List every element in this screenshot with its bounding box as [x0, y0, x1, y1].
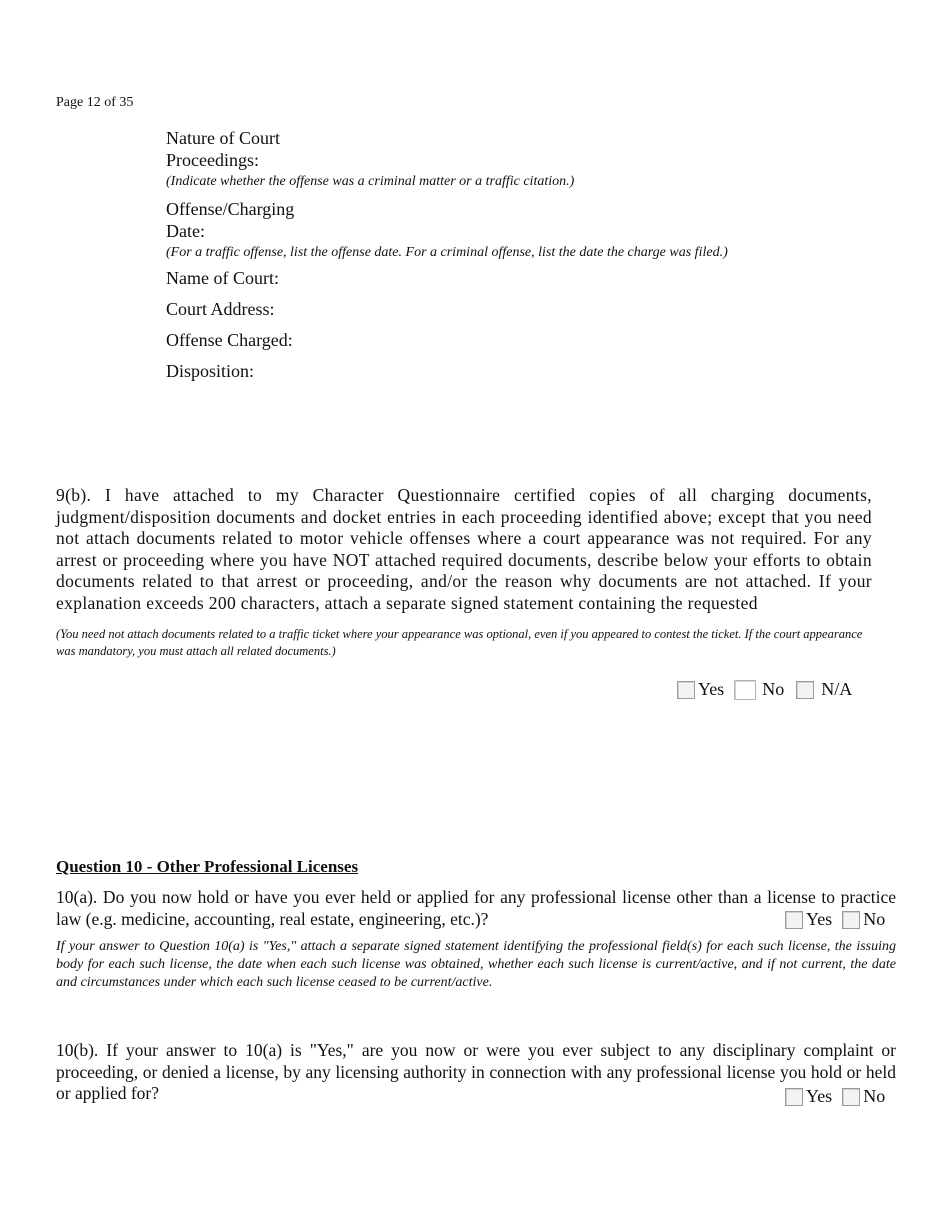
question-10a-text: 10(a). Do you now hold or have you ever held or applied for any professional license other than a license to practice law (e.g. medicine, accounting, real estate, engineering, etc.)? — [56, 887, 896, 929]
question-10b-text: 10(b). If your answer to 10(a) is "Yes," are you now or were you ever subject to any disciplinary complaint or proceeding, or denied a license, by any licensing authority in connection with any professional license you hold or held or applied for? — [56, 1040, 896, 1103]
court-address-label: Court Address: — [166, 299, 275, 319]
q9b-yes-checkbox[interactable] — [677, 681, 695, 699]
question-10a-options — [785, 909, 885, 930]
q9b-no-checkbox[interactable] — [734, 680, 756, 700]
q9b-na-checkbox[interactable] — [796, 681, 814, 699]
offense-date-label-line2: Date: — [166, 221, 205, 241]
q10b-yes-label: Yes — [806, 1086, 833, 1106]
q10a-no-checkbox[interactable] — [842, 911, 860, 929]
q10b-no-checkbox[interactable] — [842, 1088, 860, 1106]
q10b-yes-checkbox[interactable] — [785, 1088, 803, 1106]
nature-of-court-label — [166, 127, 280, 171]
question-10a-note: If your answer to Question 10(a) is "Yes," attach a separate signed statement identifying the professional field(s) for each such license, the issuing body for each such license, the date when each such license was obtained, whether each such license is current/active, and if not current, the date and circumstances under which each such license ceased to be current/active. — [56, 939, 896, 990]
q10b-no-label: No — [863, 1086, 886, 1106]
nature-label-line2: Proceedings: — [166, 150, 259, 170]
question-9b-options — [677, 679, 862, 700]
question-9b-note: (You need not attach documents related to a traffic ticket where your appearance was optional, even if you appeared to contest the ticket. If the court appearance was mandatory, you must attach all related documents.) — [56, 627, 863, 658]
q9b-no-label: No — [762, 679, 785, 699]
q10a-yes-label: Yes — [806, 909, 833, 929]
court-name-label: Name of Court: — [166, 268, 279, 288]
offense-date-label — [166, 198, 294, 242]
q9b-na-label: N/A — [821, 679, 853, 699]
nature-label-line1: Nature of Court — [166, 128, 280, 148]
q9b-yes-label: Yes — [698, 679, 725, 699]
page-number: Page 12 of 35 — [56, 95, 134, 110]
q10a-yes-checkbox[interactable] — [785, 911, 803, 929]
q10a-no-label: No — [863, 909, 886, 929]
offense-charged-label: Offense Charged: — [166, 330, 293, 350]
offense-date-label-line1: Offense/Charging — [166, 199, 295, 219]
question-9b-text: 9(b). I have attached to my Character Questionnaire certified copies of all charging documents, judgment/disposition documents and docket entries in each proceeding identified above; except that you need not attach documents related to motor vehicle offenses where a court appearance was not required. For any arrest or proceeding where you have NOT attached required documents, describe below your efforts to obtain documents related to that arrest or proceeding, and/or the reason why documents are not attached. If your explanation exceeds 200 characters, attach a separate signed statement containing the requested — [56, 485, 872, 613]
question-10b-options — [785, 1086, 885, 1107]
offense-date-hint: (For a traffic offense, list the offense date. For a criminal offense, list the date the charge was filed.) — [166, 245, 728, 260]
disposition-label: Disposition: — [166, 361, 255, 381]
question-10-heading: Question 10 - Other Professional Licenses — [56, 857, 359, 876]
nature-hint: (Indicate whether the offense was a criminal matter or a traffic citation.) — [166, 174, 575, 189]
